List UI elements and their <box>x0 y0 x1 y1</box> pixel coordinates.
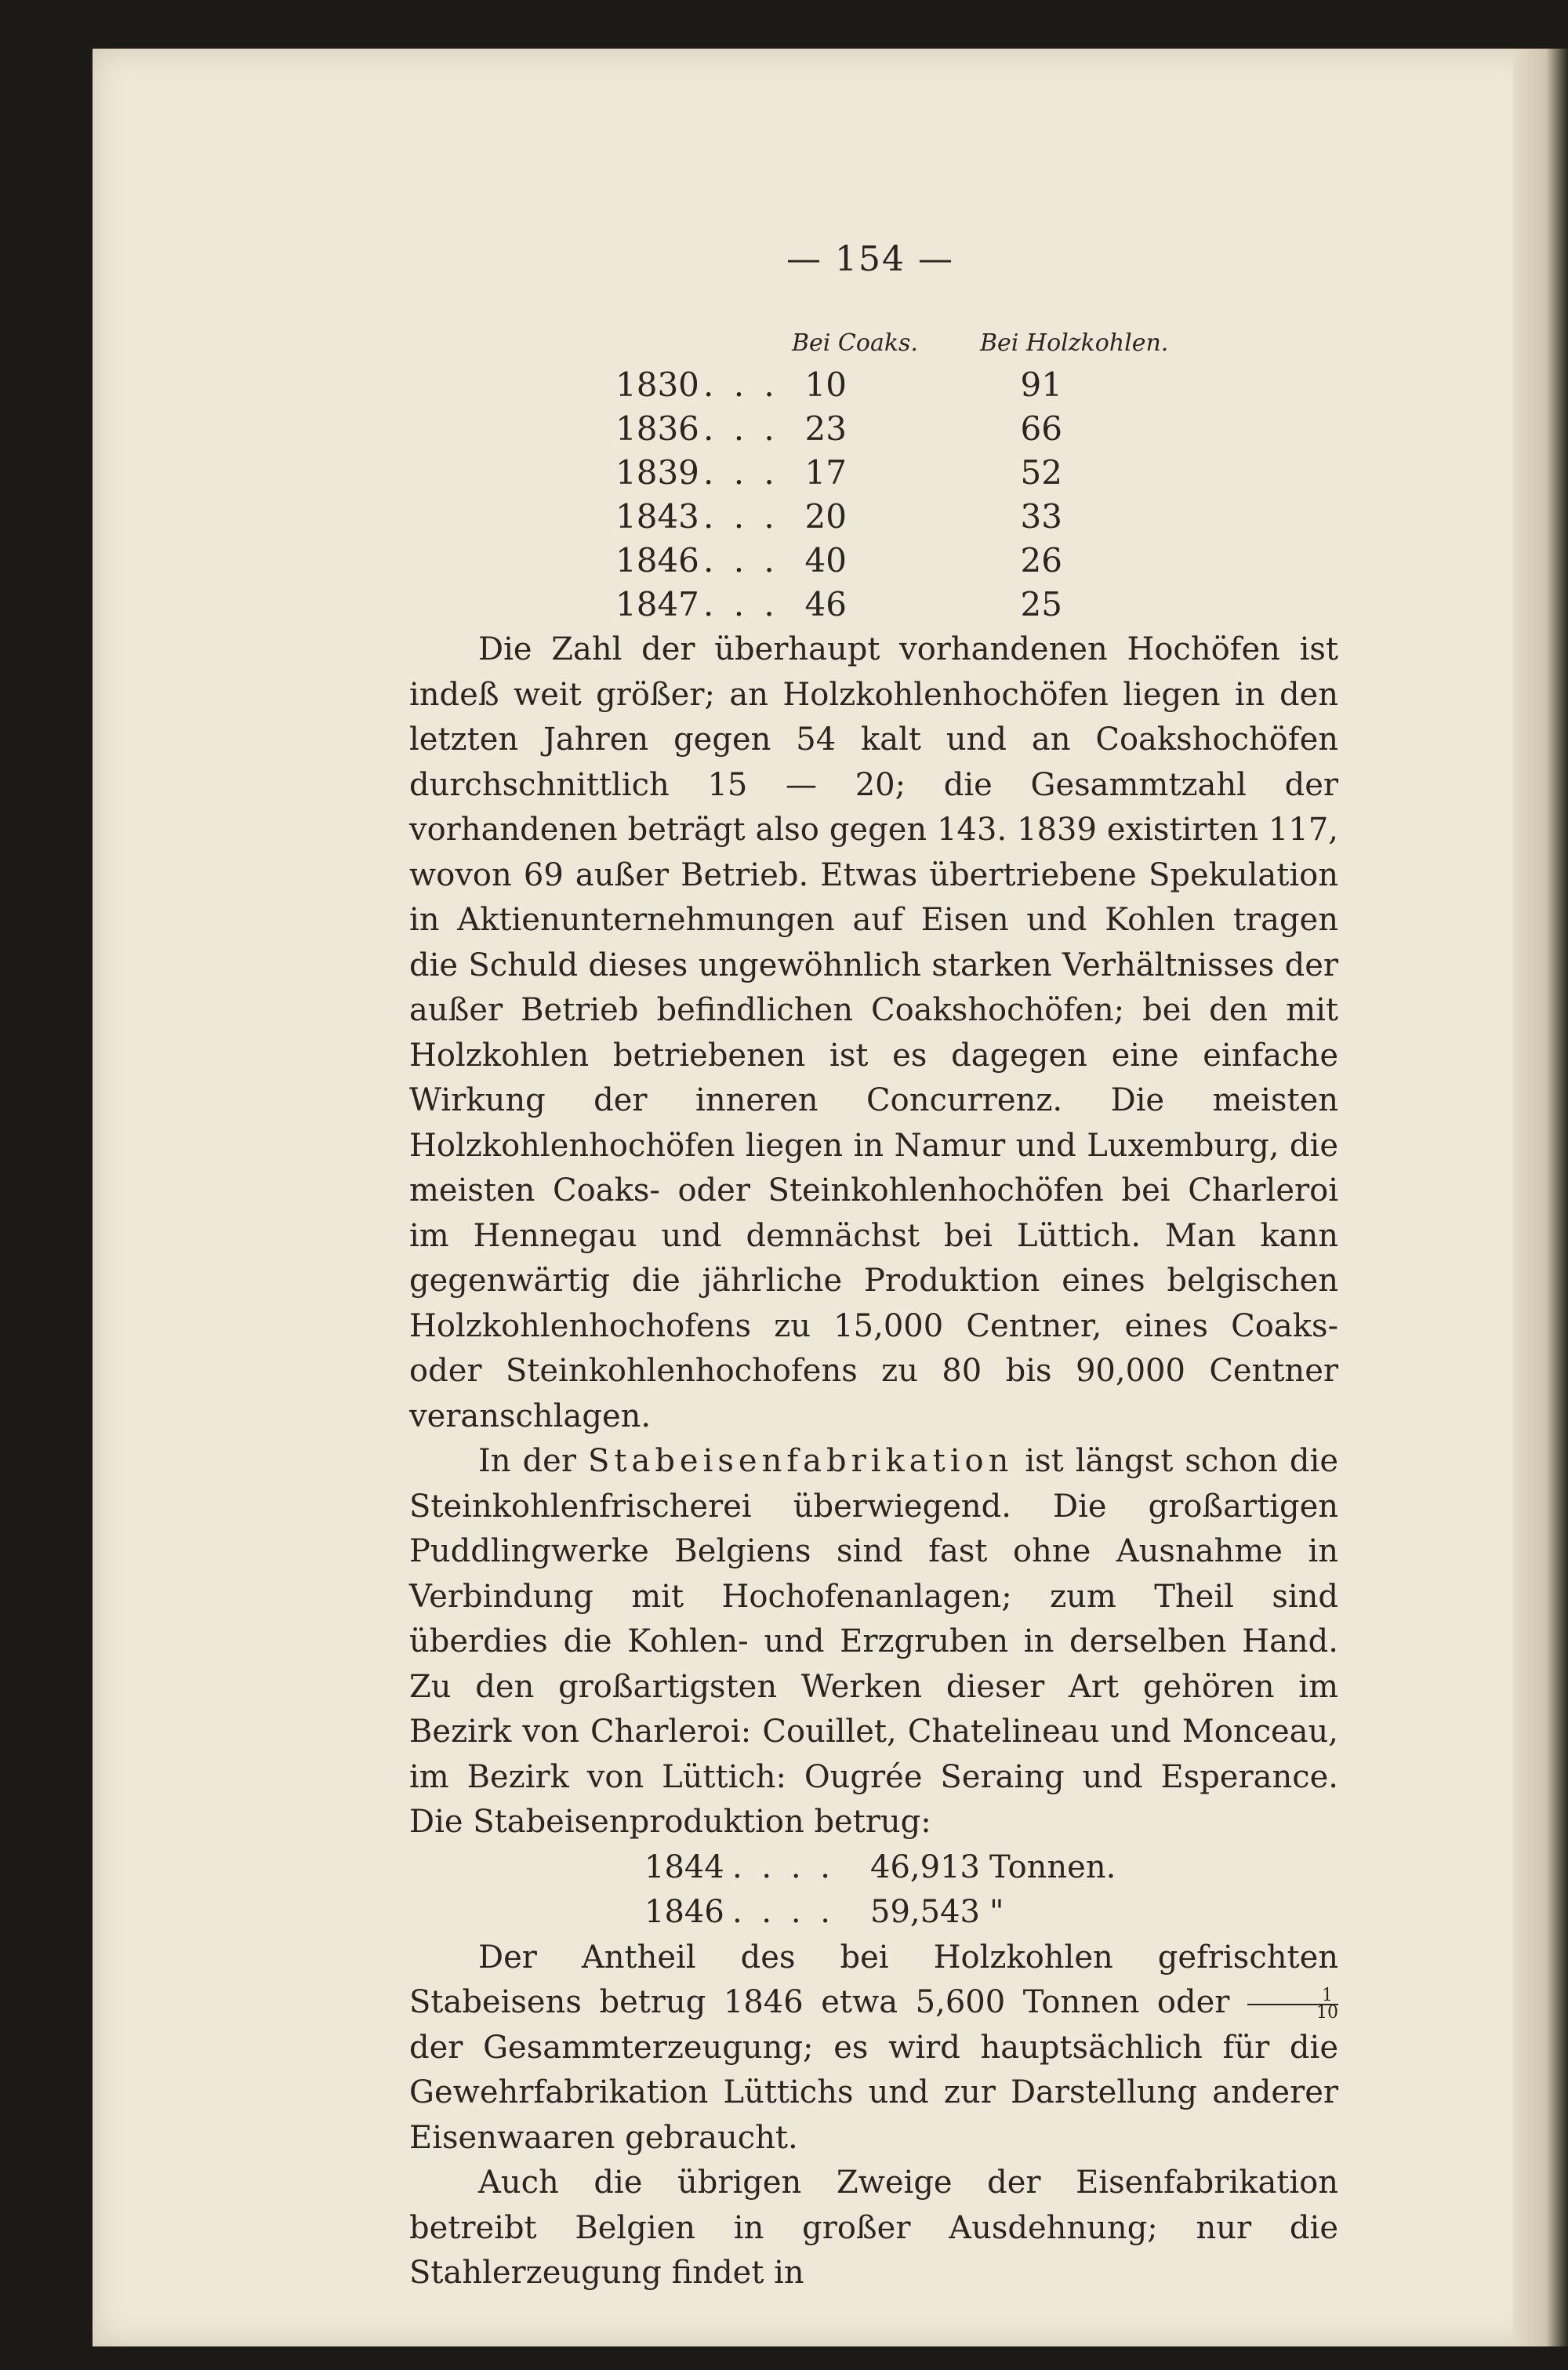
production-year: 1846 <box>644 1894 724 1930</box>
page-right-edge <box>1513 49 1568 2346</box>
paragraph-stabeisen <box>409 1439 1338 1845</box>
fraction-denominator: 10 <box>1316 2003 1338 2023</box>
row-holz: 66 <box>1020 409 1062 448</box>
production-year: 1844 <box>644 1848 724 1885</box>
table-row <box>615 585 1211 629</box>
row-year: 1847 <box>615 585 699 623</box>
row-coaks: 46 <box>804 585 847 623</box>
production-value: 46,913 <box>870 1848 980 1885</box>
row-holz: 33 <box>1020 497 1062 536</box>
table-row <box>615 541 1211 585</box>
row-holz: 26 <box>1020 541 1062 580</box>
p2-spaced-term: Stabeisenfabrikation <box>588 1443 1014 1479</box>
row-coaks: 20 <box>804 497 847 536</box>
production-dots: . . . . <box>732 1894 836 1930</box>
row-holz: 52 <box>1020 453 1062 492</box>
row-year: 1846 <box>615 541 699 580</box>
paragraph-antheil <box>409 1936 1338 2161</box>
production-row <box>644 1845 1131 1891</box>
row-coaks: 40 <box>804 541 847 580</box>
production-row <box>644 1890 1131 1936</box>
p2-rest: ist längst schon die Steinkohlenfrischerei überwiegend. Die großartigen Puddlingwerke Belgiens sind fast ohne Ausnahme in Verbindung mit Hochofenanlagen; zum Theil sind überdies die Kohlen- und Erzgruben in derselben Hand. Zu den großartigsten Werken dieser Art gehören im Bezirk von Charleroi: Couillet, Chatelineau und Monceau, im Bezirk von Lüttich: Ougrée Seraing und Esperance. Die Stabeisenproduktion betrug: <box>409 1443 1338 1840</box>
table-row <box>615 365 1211 409</box>
row-coaks: 23 <box>804 409 847 448</box>
p3-part-b: der Gesammterzeugung; es wird hauptsächlich für die Gewehrfabrikation Lüttichs und zur Darstellung anderer Eisenwaaren gebraucht. <box>409 2029 1338 2156</box>
header-coaks: Bei Coaks. <box>792 329 918 357</box>
paragraph-eisenfabrikation: Auch die übrigen Zweige der Eisenfabrikation betreibt Belgien in großer Ausdehnung; nur die Stahlerzeugung findet in <box>409 2165 1338 2291</box>
row-dots: . . . <box>703 453 779 492</box>
table-row <box>615 497 1211 541</box>
table-header <box>615 322 1211 365</box>
production-value: 59,543 <box>870 1894 980 1930</box>
fraction-one-tenth <box>1247 1988 1338 2021</box>
row-coaks: 10 <box>804 365 847 404</box>
paragraph-hochoefen: Die Zahl der überhaupt vorhandenen Hochöfen ist indeß weit größer; an Holzkohlenhochöfen liegen in den letzten Jahren gegen 54 kalt und an Coakshochöfen durchschnittlich 15 — 20; die Gesammtzahl der vorhandenen beträgt also gegen 143. 1839 existirten 117, wovon 69 außer Betrieb. Etwas übertriebene Spekulation in Aktienunternehmungen auf Eisen und Kohlen tragen die Schuld dieses ungewöhnlich starken Verhältnisses der außer Betrieb befindlichen Coakshochöfen; bei den mit Holzkohlen betriebenen ist es dagegen eine einfache Wirkung der inneren Concurrenz. Die meisten Holzkohlenhochöfen liegen in Namur und Luxemburg, die meisten Coaks- oder Steinkohlenhochöfen bei Charleroi im Hennegau und demnächst bei Lüttich. Man kann gegenwärtig die jährliche Produktion eines belgischen Holzkohlenhochofens zu 15,000 Centner, eines Coaks- oder Steinkohlenhochofens zu 80 bis 90,000 Centner veranschlagen. <box>409 631 1338 1434</box>
row-year: 1843 <box>615 497 699 536</box>
production-table <box>644 1845 1131 1936</box>
body-text <box>409 627 1338 2296</box>
blast-furnace-table <box>615 322 1211 629</box>
production-unit: Tonnen. <box>989 1848 1116 1885</box>
row-coaks: 17 <box>804 453 847 492</box>
row-holz: 91 <box>1020 365 1062 404</box>
p3-part-a: Der Antheil des bei Holzkohlen gefrischten Stabeisens betrug 1846 etwa 5,600 Tonnen oder <box>409 1939 1338 2020</box>
row-dots: . . . <box>703 365 779 404</box>
row-year: 1830 <box>615 365 699 404</box>
production-unit: " <box>989 1894 1004 1930</box>
table-row <box>615 453 1211 497</box>
production-dots: . . . . <box>732 1848 836 1885</box>
row-holz: 25 <box>1020 585 1062 623</box>
row-year: 1839 <box>615 453 699 492</box>
p2-lead: In der <box>478 1443 576 1479</box>
row-dots: . . . <box>703 585 779 623</box>
fraction-numerator: 1 <box>1247 1988 1338 2005</box>
row-dots: . . . <box>703 541 779 580</box>
header-holzkohlen: Bei Holzkohlen. <box>980 329 1169 357</box>
row-dots: . . . <box>703 497 779 536</box>
table-row <box>615 409 1211 453</box>
page-number: — 154 — <box>786 239 954 279</box>
row-dots: . . . <box>703 409 779 448</box>
row-year: 1836 <box>615 409 699 448</box>
